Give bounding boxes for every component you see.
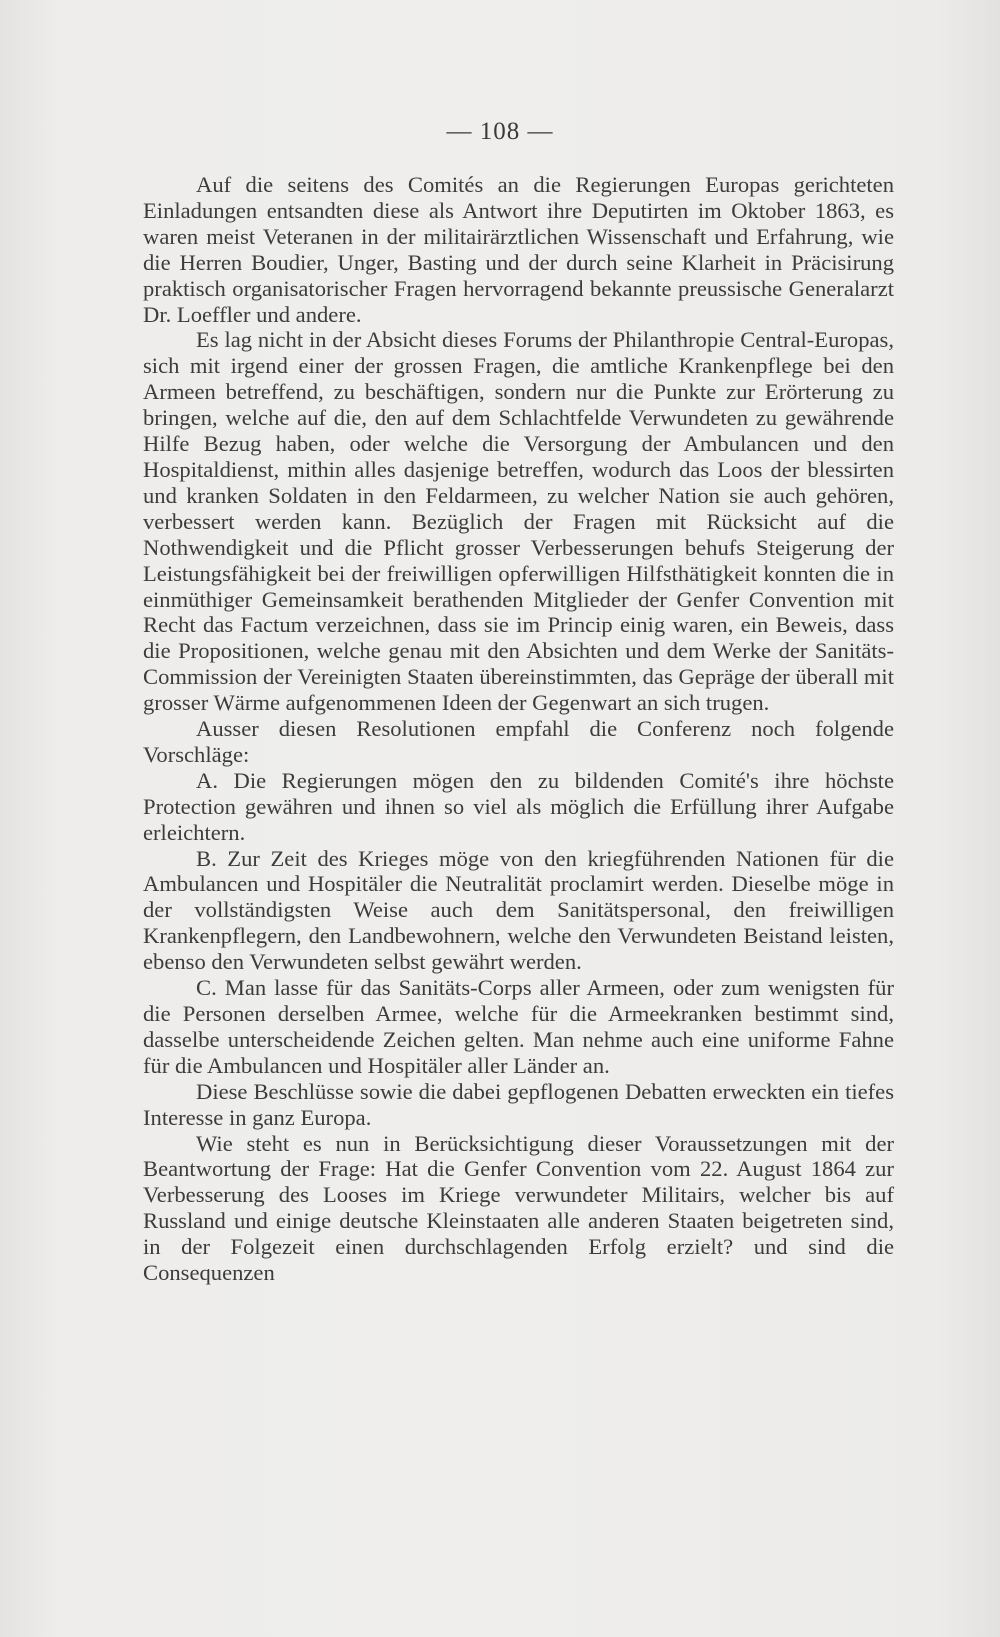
paragraph-forum-purpose: Es lag nicht in der Absicht dieses Forums der Philanthropie Central-Europas, sich mit irgend einer der grossen Fragen, die amtliche Krankenpflege bei den Armeen betreffend, zu beschäftigen, sondern nur die Punkte zur Erörterung zu bringen, welche auf die, den auf dem Schlachtfelde Verwundeten zu gewährende Hilfe Bezug haben, oder welche die Versorgung der Ambulancen und den Hospitaldienst, mithin alles dasjenige betreffen, wodurch das Loos der blessirten und kranken Soldaten in den Feldarmeen, zu welcher Nation sie auch gehören, verbessert werden kann. Bezüglich der Fragen mit Rücksicht auf die Nothwendigkeit und die Pflicht grosser Verbesserungen behufs Steigerung der Leistungsfähigkeit bei der freiwilligen opferwilligen Hilfsthätigkeit konnten die in einmüthiger Gemeinsamkeit berathenden Mitglieder der Genfer Convention mit Recht das Factum verzeichnen, dass sie im Princip einig waren, ein Beweis, dass die Propositionen, welche genau mit den Absichten und dem Werke der Sanitäts-Commission der Vereinigten Staaten übereinstimmten, das Gepräge der überall mit grosser Wärme aufgenommenen Ideen der Gegenwart an sich trugen.	[143, 327, 894, 716]
paragraph-resolutions-interest: Diese Beschlüsse sowie die dabei gepflogenen Debatten erweckten ein tiefes Interesse in ganz Europa.	[143, 1078, 894, 1130]
paragraph-proposal-c: C. Man lasse für das Sanitäts-Corps aller Armeen, oder zum wenigsten für die Personen derselben Armee, welche für die Armeekranken bestimmt sind, dasselbe unterscheidende Zeichen gelten. Man nehme auch eine uniforme Fahne für die Ambulancen und Hospitäler aller Länder an.	[143, 975, 894, 1078]
paragraph-proposals-intro: Ausser diesen Resolutionen empfahl die Conferenz noch folgende Vorschläge:	[143, 716, 894, 767]
paragraph-question: Wie steht es nun in Berücksichtigung dieser Voraussetzungen mit der Beantwortung der Frage: Hat die Genfer Convention vom 22. August 1864 zur Verbesserung des Looses im Kriege verwundeter Militairs, welcher bis auf Russland und einige deutsche Kleinstaaten alle anderen Staaten beigetreten sind, in der Folgezeit einen durchschlagenden Erfolg erzielt? und sind die Consequenzen	[143, 1130, 894, 1286]
paragraph-proposal-a: A. Die Regierungen mögen den zu bildenden Comité's ihre höchste Protection gewähren und ihnen so viel als möglich die Erfüllung ihrer Aufgabe erleichtern.	[143, 767, 894, 845]
body-text	[143, 172, 894, 1286]
page-number: — 108 —	[446, 118, 554, 145]
paragraph-proposal-b: B. Zur Zeit des Krieges möge von den kriegführenden Nationen für die Ambulancen und Hospitäler die Neutralität proclamirt werden. Dieselbe möge in der vollständigsten Weise auch dem Sanitätspersonal, den freiwilligen Krankenpflegern, den Landbewohnern, welche den Verwundeten Beistand leisten, ebenso den Verwundeten selbst gewährt werden.	[143, 845, 894, 975]
paragraph-delegates: Auf die seitens des Comités an die Regierungen Europas gerichteten Einladungen entsandten diese als Antwort ihre Deputirten im Oktober 1863, es waren meist Veteranen in der militairärztlichen Wissenschaft und Erfahrung, wie die Herren Boudier, Unger, Basting und der durch seine Klarheit in Präcisirung praktisch organisatorischer Fragen hervorragend bekannte preussische Generalarzt Dr. Loeffler und andere.	[143, 172, 894, 327]
